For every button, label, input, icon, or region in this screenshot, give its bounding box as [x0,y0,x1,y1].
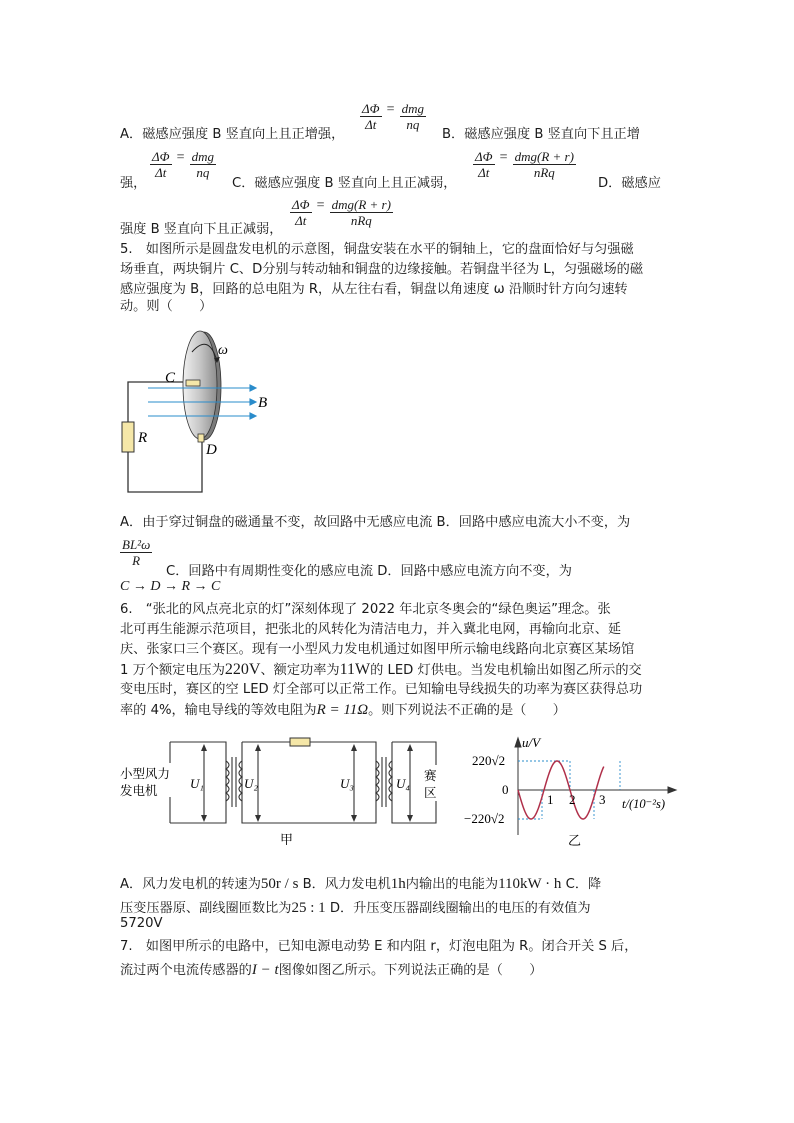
generator-label-2: 发电机 [120,784,158,798]
q7-line-1: 7. 如图甲所示的电路中，已知电源电动势 E 和内阻 r，灯泡电阻为 R。闭合开关 S 后， [120,939,638,954]
q5-line-1: 5. 如图所示是圆盘发电机的示意图，铜盘安装在水平的铜轴上，它的盘面恰好与匀强磁 [120,242,634,257]
q5-line-3: 感应强度为 B，回路的总电阻为 R，从左往右看，铜盘以角速度 ω 沿顺时针方向匀速转 [120,282,628,297]
label-r: R [138,430,148,446]
label-d: D [206,442,217,458]
q4-frac-a: $\frac{\Delta\Phi}{\Delta t}$ = $\frac{\text{dmg}}{nq}$ [362,101,425,132]
q5-options-line-1: A．由于穿过铜盘的磁通量不变，故回路中无感应电流 B．回路中感应电流大小不变，为 [120,515,631,530]
q4-option-d: D．磁感应 [598,176,661,191]
q6-line-1: 6. “张北的风点亮北京的灯”深刻体现了 2022 年北京冬奥会的“绿色奥运”理念。张 [120,602,611,617]
y-tick-top: 220√2 [472,753,506,768]
q4-option-b: B．磁感应强度 B 竖直向下且正增 [442,127,640,142]
q6-line-5: 变电压时，赛区的空 LED 灯全部可以正常工作。已知输电导线损失的功率为赛区获得总功 [120,682,643,697]
x-tick-3: 3 [599,792,606,807]
q5-line-2: 场垂直，两块铜片 C、D分别与转动轴和铜盘的边缘接触。若铜盘半径为 L，匀强磁场的磁 [120,262,644,277]
resistor-r [122,422,134,452]
q5-options-line-2: C．回路中有周期性变化的感应电流 D．回路中感应电流方向不变，为 [166,564,572,579]
x-tick-1: 1 [547,792,554,807]
q4-frac-d: $\frac{\Delta\Phi}{\Delta t}$ = $\frac{\text{dmg(R + r)}}{\text{nRq}}$ [292,197,391,228]
q4-option-d-cont: 强度 B 竖直向下且正减弱， [120,222,283,237]
q6-voltage-figure [462,733,692,848]
q6-options-line-2: 压变压器原、副线圈匝数比为25 : 1 D．升压变压器副线圈输出的电压的有效值为 [120,900,591,916]
u4-label: U₄ [396,776,410,791]
q5-current-path: C → D → R → C [120,579,221,594]
q6-options-line-1: A．风力发电机的转速为50r / s B．风力发电机1h内输出的电能为110kW · h C．降 [120,876,602,892]
brush-c [186,380,200,386]
label-omega: ω [218,343,228,358]
u2-label: U₂ [244,776,258,791]
generator-label-1: 小型风力 [120,767,171,781]
q4-option-c: C．磁感应强度 B 竖直向上且正减弱， [232,176,457,191]
q4-frac-c: $\frac{\Delta\Phi}{\Delta t}$ = $\frac{\text{dmg(R + r)}}{\text{nRq}}$ [475,149,574,180]
q5-line-4: 动。则（ ） [120,299,213,314]
u3-label: U₃ [340,776,354,791]
q6-line-6: 率的 4%，输电导线的等效电阻为R = 11Ω。则下列说法不正确的是（ ） [120,702,566,718]
figure-jia-caption: 甲 [280,832,294,845]
y-tick-bottom: −220√2 [464,811,505,826]
y-axis-label: u/V [522,735,541,750]
y-tick-zero: 0 [502,782,509,797]
q4-option-a: A．磁感应强度 B 竖直向上且正增强， [120,127,345,142]
label-b: B [258,395,268,411]
q4-option-b-cont: 强， [120,176,147,191]
q5-disk-generator-figure [118,330,298,500]
line-resistor [290,738,310,746]
q6-line-4: 1 万个额定电压为220V、额定功率为11W的 LED 灯供电。当发电机输出如图乙所示的交 [120,661,642,678]
u1-label: U₁ [190,776,204,791]
zone-label-2: 区 [424,786,437,800]
x-axis-label: t/(10⁻²s) [622,797,665,811]
label-c: C [165,370,176,386]
q4-frac-b: $\frac{\Delta\Phi}{\Delta t}$ = $\frac{\text{dmg}}{nq}$ [152,149,215,180]
brush-d [198,434,204,442]
q6-line-2: 北可再生能源示范项目，把张北的风转化为清洁电力，并入冀北电网，再输向北京、延 [120,622,622,637]
zone-label-1: 赛 [424,769,437,783]
q6-transmission-figure [118,735,448,845]
q7-line-2: 流过两个电流传感器的I − t图像如图乙所示。下列说法正确的是（ ） [120,962,543,978]
q6-options-line-3: 5720V [120,916,163,931]
figure-yi-caption: 乙 [568,833,582,848]
q6-line-3: 庆、张家口三个赛区。现有一小型风力发电机通过如图甲所示输电线路向北京赛区某场馆 [120,642,635,657]
q5-frac-current: $\frac{\text{BL²ω}}{R}$ [122,537,151,568]
x-tick-2: 2 [569,792,576,807]
